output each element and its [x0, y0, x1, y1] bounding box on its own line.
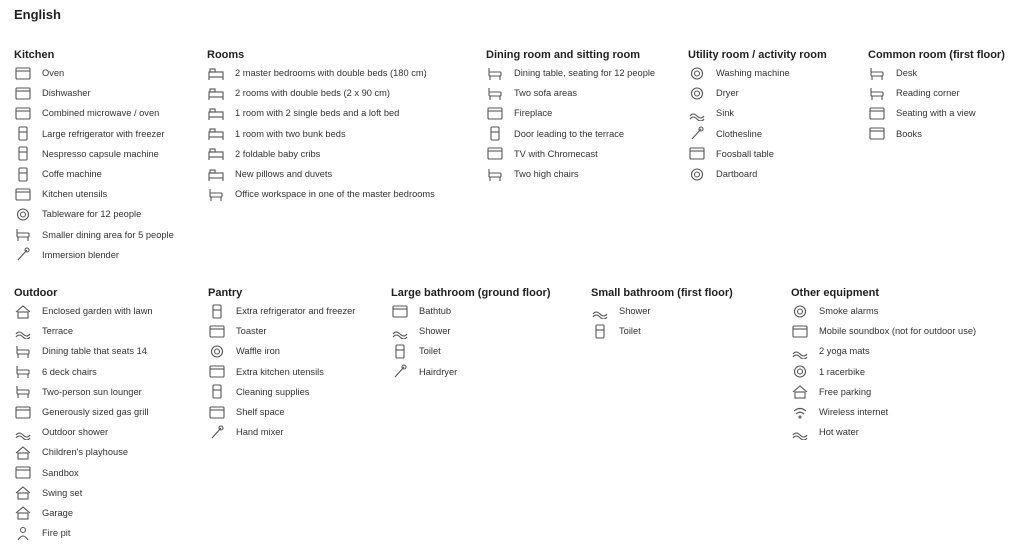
- item-label: 6 deck chairs: [42, 366, 97, 377]
- item-label: Large refrigerator with freezer: [42, 128, 165, 139]
- item-label: Mobile soundbox (not for outdoor use): [819, 326, 977, 337]
- item-label: 2 foldable baby cribs: [235, 148, 321, 159]
- item-label: Hot water: [819, 427, 859, 438]
- list-item: [688, 83, 827, 103]
- single-bed-icon: [207, 106, 225, 121]
- list-item: [688, 144, 827, 164]
- sofa-icon: [486, 86, 504, 101]
- list-item: [868, 83, 1005, 103]
- list-item: [688, 63, 827, 83]
- item-list: [14, 301, 153, 543]
- list-item: [14, 463, 153, 483]
- item-label: Cleaning supplies: [236, 386, 310, 397]
- item-label: Outdoor shower: [42, 427, 109, 438]
- list-item: [207, 63, 435, 83]
- item-list: [207, 63, 435, 204]
- list-item: [14, 321, 153, 341]
- item-label: Dishwasher: [42, 88, 91, 99]
- item-list: [208, 301, 355, 442]
- item-label: Sandbox: [42, 467, 79, 478]
- list-item: [791, 341, 976, 361]
- item-label: Door leading to the terrace: [514, 128, 625, 139]
- speaker-icon: [791, 324, 809, 339]
- list-item: [486, 124, 655, 144]
- pot-icon: [14, 187, 32, 202]
- washing-machine-icon: [688, 66, 706, 81]
- item-label: Kitchen utensils: [42, 189, 108, 200]
- microwave-icon: [14, 106, 32, 121]
- list-item: [868, 103, 1005, 123]
- list-item: [14, 341, 153, 361]
- item-label: 1 racerbike: [819, 366, 865, 377]
- list-item: [208, 422, 355, 442]
- wifi-icon: [791, 405, 809, 420]
- high-chair-icon: [486, 167, 504, 182]
- sandbox-icon: [14, 465, 32, 480]
- refrigerator-icon: [14, 126, 32, 141]
- section-title: Utility room / activity room: [688, 49, 827, 61]
- list-item: [391, 321, 550, 341]
- list-item: [486, 164, 655, 184]
- swing-icon: [14, 485, 32, 500]
- section-title: Outdoor: [14, 287, 58, 299]
- section-title: Kitchen: [14, 49, 55, 61]
- door-icon: [486, 126, 504, 141]
- coffee-machine-icon: [14, 167, 32, 182]
- item-list: [486, 63, 655, 184]
- list-item: [208, 362, 355, 382]
- list-item: [391, 341, 550, 361]
- item-label: Enclosed garden with lawn: [42, 306, 153, 317]
- item-list: [688, 63, 827, 184]
- item-list: [591, 301, 733, 341]
- list-item: [791, 402, 976, 422]
- list-item: [868, 124, 1005, 144]
- section-common: [868, 47, 1005, 144]
- list-item: [14, 382, 153, 402]
- garage-icon: [14, 505, 32, 520]
- list-item: [486, 144, 655, 164]
- list-item: [14, 184, 174, 204]
- hairdryer-icon: [391, 364, 409, 379]
- fire-pit-icon: [14, 526, 32, 541]
- section-pantry: [208, 285, 355, 442]
- list-item: [207, 184, 435, 204]
- item-list: [791, 301, 976, 442]
- item-label: Children's playhouse: [42, 447, 129, 458]
- section-title: Dining room and sitting room: [486, 49, 640, 61]
- section-title: Common room (first floor): [868, 49, 1005, 61]
- item-label: Extra refrigerator and freezer: [236, 306, 356, 317]
- list-item: [207, 144, 435, 164]
- section-title: Large bathroom (ground floor): [391, 287, 551, 299]
- item-label: Sink: [716, 108, 735, 119]
- list-item: [486, 103, 655, 123]
- list-item: [14, 204, 174, 224]
- pillows-icon: [207, 167, 225, 182]
- pot-icon: [208, 364, 226, 379]
- section-outdoor: [14, 285, 153, 543]
- fireplace-icon: [486, 106, 504, 121]
- item-label: Waffle iron: [236, 346, 280, 357]
- list-item: [14, 523, 153, 543]
- section-large-bathroom: [391, 285, 550, 382]
- item-label: Desk: [896, 68, 918, 79]
- item-label: Smoke alarms: [819, 306, 879, 317]
- item-label: Toaster: [236, 326, 267, 337]
- list-item: [868, 63, 1005, 83]
- dartboard-icon: [688, 167, 706, 182]
- list-item: [591, 301, 733, 321]
- item-label: Nespresso capsule machine: [42, 148, 159, 159]
- dining-table-icon: [486, 66, 504, 81]
- books-icon: [868, 126, 886, 141]
- item-label: Generously sized gas grill: [42, 407, 149, 418]
- list-item: [486, 83, 655, 103]
- list-item: [791, 382, 976, 402]
- section-rooms: [207, 47, 435, 204]
- section-title: Rooms: [207, 49, 245, 61]
- item-label: Seating with a view: [896, 108, 976, 119]
- dining-set-icon: [14, 227, 32, 242]
- list-item: [591, 321, 733, 341]
- section-kitchen: [14, 47, 174, 265]
- item-label: Dryer: [716, 88, 739, 99]
- item-label: Shower: [419, 326, 451, 337]
- bed-icon: [207, 86, 225, 101]
- item-label: Reading corner: [896, 88, 960, 99]
- item-label: Fireplace: [514, 108, 553, 119]
- item-label: Garage: [42, 507, 74, 518]
- playhouse-icon: [14, 445, 32, 460]
- section-small-bathroom: [591, 285, 733, 341]
- reading-chair-icon: [868, 86, 886, 101]
- desk-icon: [207, 187, 225, 202]
- hot-water-icon: [791, 425, 809, 440]
- grill-icon: [14, 405, 32, 420]
- dryer-icon: [688, 86, 706, 101]
- item-label: Office workspace in one of the master bedrooms: [235, 189, 435, 200]
- item-list: [391, 301, 550, 382]
- list-item: [791, 362, 976, 382]
- crib-icon: [207, 146, 225, 161]
- list-item: [207, 124, 435, 144]
- item-label: Clothesline: [716, 128, 762, 139]
- item-label: Fire pit: [42, 528, 71, 539]
- item-label: Shower: [619, 306, 651, 317]
- list-item: [688, 124, 827, 144]
- list-item: [791, 301, 976, 321]
- list-item: [208, 382, 355, 402]
- bunk-bed-icon: [207, 126, 225, 141]
- item-label: New pillows and duvets: [235, 169, 333, 180]
- section-title: Small bathroom (first floor): [591, 287, 733, 299]
- list-item: [207, 83, 435, 103]
- waffle-iron-icon: [208, 344, 226, 359]
- list-item: [14, 483, 153, 503]
- list-item: [14, 245, 174, 265]
- shelf-icon: [208, 405, 226, 420]
- list-item: [14, 442, 153, 462]
- smoke-alarm-icon: [791, 304, 809, 319]
- item-label: Dining table, seating for 12 people: [514, 68, 656, 79]
- window-icon: [868, 106, 886, 121]
- item-list: [14, 63, 174, 265]
- section-other-equipment: [791, 285, 976, 442]
- item-label: Two-person sun lounger: [42, 386, 142, 397]
- shower-icon: [391, 324, 409, 339]
- list-item: [14, 503, 153, 523]
- item-label: Dartboard: [716, 169, 758, 180]
- list-item: [391, 301, 550, 321]
- toilet-icon: [591, 324, 609, 339]
- list-item: [207, 103, 435, 123]
- item-label: 2 rooms with double beds (2 x 90 cm): [235, 88, 391, 99]
- section-utility: [688, 47, 827, 184]
- oven-icon: [14, 66, 32, 81]
- item-label: Immersion blender: [42, 249, 119, 260]
- deck-chair-icon: [14, 364, 32, 379]
- item-label: Coffe machine: [42, 169, 102, 180]
- item-label: 2 yoga mats: [819, 346, 870, 357]
- item-list: [868, 63, 1005, 144]
- item-label: Terrace: [42, 326, 73, 337]
- item-label: Free parking: [819, 386, 872, 397]
- list-item: [207, 164, 435, 184]
- shower-icon: [14, 425, 32, 440]
- list-item: [14, 225, 174, 245]
- item-label: Washing machine: [716, 68, 790, 79]
- double-bed-icon: [207, 66, 225, 81]
- list-item: [14, 63, 174, 83]
- item-label: Combined microwave / oven: [42, 108, 160, 119]
- item-label: TV with Chromecast: [514, 148, 598, 159]
- section-title: Other equipment: [791, 287, 880, 299]
- dishwasher-icon: [14, 86, 32, 101]
- tv-icon: [486, 146, 504, 161]
- list-item: [14, 164, 174, 184]
- toilet-icon: [391, 344, 409, 359]
- refrigerator-icon: [208, 304, 226, 319]
- list-item: [14, 422, 153, 442]
- list-item: [14, 103, 174, 123]
- item-label: 2 master bedrooms with double beds (180 cm): [235, 68, 427, 79]
- item-label: Hand mixer: [236, 427, 284, 438]
- hand-mixer-icon: [208, 425, 226, 440]
- list-item: [14, 144, 174, 164]
- toaster-icon: [208, 324, 226, 339]
- list-item: [14, 124, 174, 144]
- cleaning-supplies-icon: [208, 384, 226, 399]
- yoga-mat-icon: [791, 344, 809, 359]
- list-item: [486, 63, 655, 83]
- item-label: Foosball table: [716, 148, 774, 159]
- item-label: Smaller dining area for 5 people: [42, 229, 174, 240]
- list-item: [14, 83, 174, 103]
- item-label: Toilet: [619, 326, 641, 337]
- outdoor-dining-icon: [14, 344, 32, 359]
- item-label: Books: [896, 128, 922, 139]
- item-label: Wireless internet: [819, 407, 889, 418]
- item-label: Shelf space: [236, 407, 285, 418]
- list-item: [208, 402, 355, 422]
- item-label: 1 room with 2 single beds and a loft bed: [235, 108, 400, 119]
- clothesline-icon: [688, 126, 706, 141]
- item-label: Bathtub: [419, 306, 452, 317]
- page-title: English: [14, 7, 61, 22]
- foosball-icon: [688, 146, 706, 161]
- plate-cutlery-icon: [14, 207, 32, 222]
- desk-icon: [868, 66, 886, 81]
- list-item: [208, 301, 355, 321]
- list-item: [14, 362, 153, 382]
- terrace-icon: [14, 324, 32, 339]
- list-item: [688, 103, 827, 123]
- item-label: Dining table that seats 14: [42, 346, 147, 357]
- bathtub-icon: [391, 304, 409, 319]
- list-item: [791, 422, 976, 442]
- list-item: [208, 321, 355, 341]
- item-label: Oven: [42, 68, 65, 79]
- list-item: [688, 164, 827, 184]
- list-item: [391, 362, 550, 382]
- item-label: Swing set: [42, 487, 83, 498]
- list-item: [208, 341, 355, 361]
- bicycle-icon: [791, 364, 809, 379]
- item-label: Two sofa areas: [514, 88, 578, 99]
- capsule-machine-icon: [14, 146, 32, 161]
- sink-icon: [688, 106, 706, 121]
- item-label: Extra kitchen utensils: [236, 366, 324, 377]
- item-label: Hairdryer: [419, 366, 458, 377]
- list-item: [14, 402, 153, 422]
- blender-icon: [14, 247, 32, 262]
- item-label: 1 room with two bunk beds: [235, 128, 346, 139]
- item-label: Two high chairs: [514, 169, 579, 180]
- list-item: [14, 301, 153, 321]
- item-label: Toilet: [419, 346, 441, 357]
- garden-fence-icon: [14, 304, 32, 319]
- shower-icon: [591, 304, 609, 319]
- item-label: Tableware for 12 people: [42, 209, 142, 220]
- sun-lounger-icon: [14, 384, 32, 399]
- parking-icon: [791, 384, 809, 399]
- list-item: [791, 321, 976, 341]
- section-title: Pantry: [208, 287, 243, 299]
- section-dining: [486, 47, 655, 184]
